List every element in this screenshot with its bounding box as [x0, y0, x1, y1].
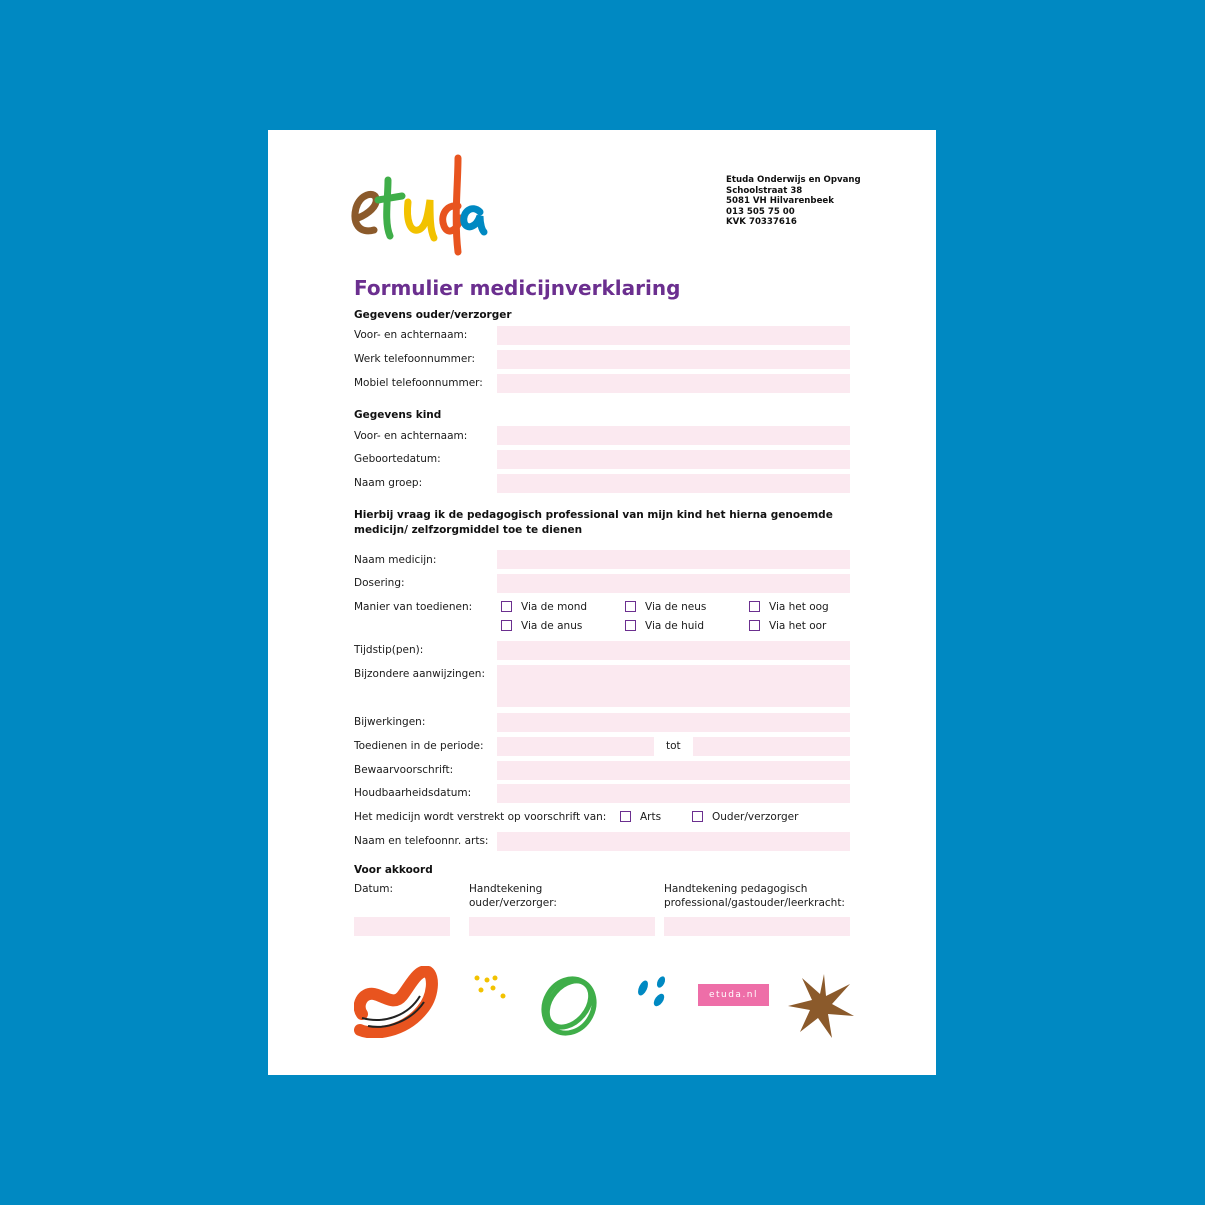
storage-label: Bewaarvoorschrift:: [354, 764, 454, 776]
method-label: Manier van toedienen:: [354, 601, 473, 613]
method-checkbox-skin[interactable]: [625, 620, 636, 631]
child-name-label: Voor- en achternaam:: [354, 430, 468, 442]
parent-name-field[interactable]: [497, 326, 850, 345]
time-field[interactable]: [497, 641, 850, 660]
staff-signature-field[interactable]: [664, 917, 850, 936]
storage-field[interactable]: [497, 761, 850, 780]
parent-signature-field[interactable]: [469, 917, 655, 936]
blue-drops-icon: [633, 974, 673, 1010]
mobile-phone-label: Mobiel telefoonnummer:: [354, 377, 483, 389]
doctor-field[interactable]: [497, 832, 850, 851]
kvk: KVK 70337616: [726, 217, 797, 228]
period-start-field[interactable]: [497, 737, 654, 756]
date-label: Datum:: [354, 883, 394, 895]
website-badge: etuda.nl: [698, 984, 769, 1006]
expiry-label: Houdbaarheidsdatum:: [354, 787, 472, 799]
work-phone-label: Werk telefoonnummer:: [354, 353, 476, 365]
company-name: Etuda Onderwijs en Opvang: [726, 175, 861, 185]
method-skin-label: Via de huid: [645, 620, 704, 632]
date-field[interactable]: [354, 917, 450, 936]
form-page: [268, 130, 936, 1075]
brown-star-icon: [786, 970, 856, 1040]
instructions-label: Bijzondere aanwijzingen:: [354, 668, 485, 680]
parent-heading: Gegevens ouder/verzorger: [354, 309, 512, 321]
prescribed-doctor-label: Arts: [640, 811, 662, 823]
parent-signature-label-1: Handtekening: [469, 883, 543, 895]
method-checkbox-anus[interactable]: [501, 620, 512, 631]
prescribed-label: Het medicijn wordt verstrekt op voorschrift van:: [354, 811, 607, 823]
method-checkbox-nose[interactable]: [625, 601, 636, 612]
work-phone-field[interactable]: [497, 350, 850, 369]
method-checkbox-ear[interactable]: [749, 620, 760, 631]
green-loop-icon: [536, 972, 602, 1038]
staff-signature-label-2: professional/gastouder/leerkracht:: [664, 897, 845, 909]
agreement-heading: Voor akkoord: [354, 864, 433, 876]
medicine-name-field[interactable]: [497, 550, 850, 569]
page-title: Formulier medicijnverklaring: [354, 276, 681, 300]
side-effects-label: Bijwerkingen:: [354, 716, 426, 728]
intro-text: Hierbij vraag ik de pedagogisch professional van mijn kind het hierna genoemde medicijn/ zelfzorgmiddel toe te dienen: [354, 509, 833, 536]
phone: 013 505 75 00: [726, 206, 795, 217]
period-end-field[interactable]: [693, 737, 850, 756]
yellow-dots-icon: [473, 974, 513, 1004]
time-label: Tijdstip(pen):: [354, 644, 424, 656]
staff-signature-label-1: Handtekening pedagogisch: [664, 883, 808, 895]
street: Schoolstraat 38: [726, 185, 803, 196]
birthdate-field[interactable]: [497, 450, 850, 469]
address-block: [726, 175, 861, 228]
medicine-name-label: Naam medicijn:: [354, 554, 437, 566]
dosage-field[interactable]: [497, 574, 850, 593]
method-checkbox-mouth[interactable]: [501, 601, 512, 612]
doctor-label: Naam en telefoonnr. arts:: [354, 835, 489, 847]
method-eye-label: Via het oog: [769, 601, 829, 613]
group-label: Naam groep:: [354, 477, 423, 489]
dosage-label: Dosering:: [354, 577, 405, 589]
prescribed-checkbox-doctor[interactable]: [620, 811, 631, 822]
etuda-logo: [350, 154, 490, 258]
child-heading: Gegevens kind: [354, 409, 442, 421]
period-label: Toedienen in de periode:: [354, 740, 484, 752]
instructions-field[interactable]: [497, 665, 850, 707]
group-field[interactable]: [497, 474, 850, 493]
method-nose-label: Via de neus: [645, 601, 707, 613]
method-mouth-label: Via de mond: [521, 601, 588, 613]
birthdate-label: Geboortedatum:: [354, 453, 441, 465]
method-ear-label: Via het oor: [769, 620, 827, 632]
period-to-label: tot: [666, 740, 681, 752]
city: 5081 VH Hilvarenbeek: [726, 196, 834, 207]
method-anus-label: Via de anus: [521, 620, 583, 632]
parent-signature-label-2: ouder/verzorger:: [469, 897, 557, 909]
expiry-field[interactable]: [497, 784, 850, 803]
orange-swirl-icon: [354, 966, 440, 1038]
prescribed-checkbox-parent[interactable]: [692, 811, 703, 822]
mobile-phone-field[interactable]: [497, 374, 850, 393]
side-effects-field[interactable]: [497, 713, 850, 732]
parent-name-label: Voor- en achternaam:: [354, 329, 468, 341]
method-checkbox-eye[interactable]: [749, 601, 760, 612]
prescribed-parent-label: Ouder/verzorger: [712, 811, 799, 823]
child-name-field[interactable]: [497, 426, 850, 445]
